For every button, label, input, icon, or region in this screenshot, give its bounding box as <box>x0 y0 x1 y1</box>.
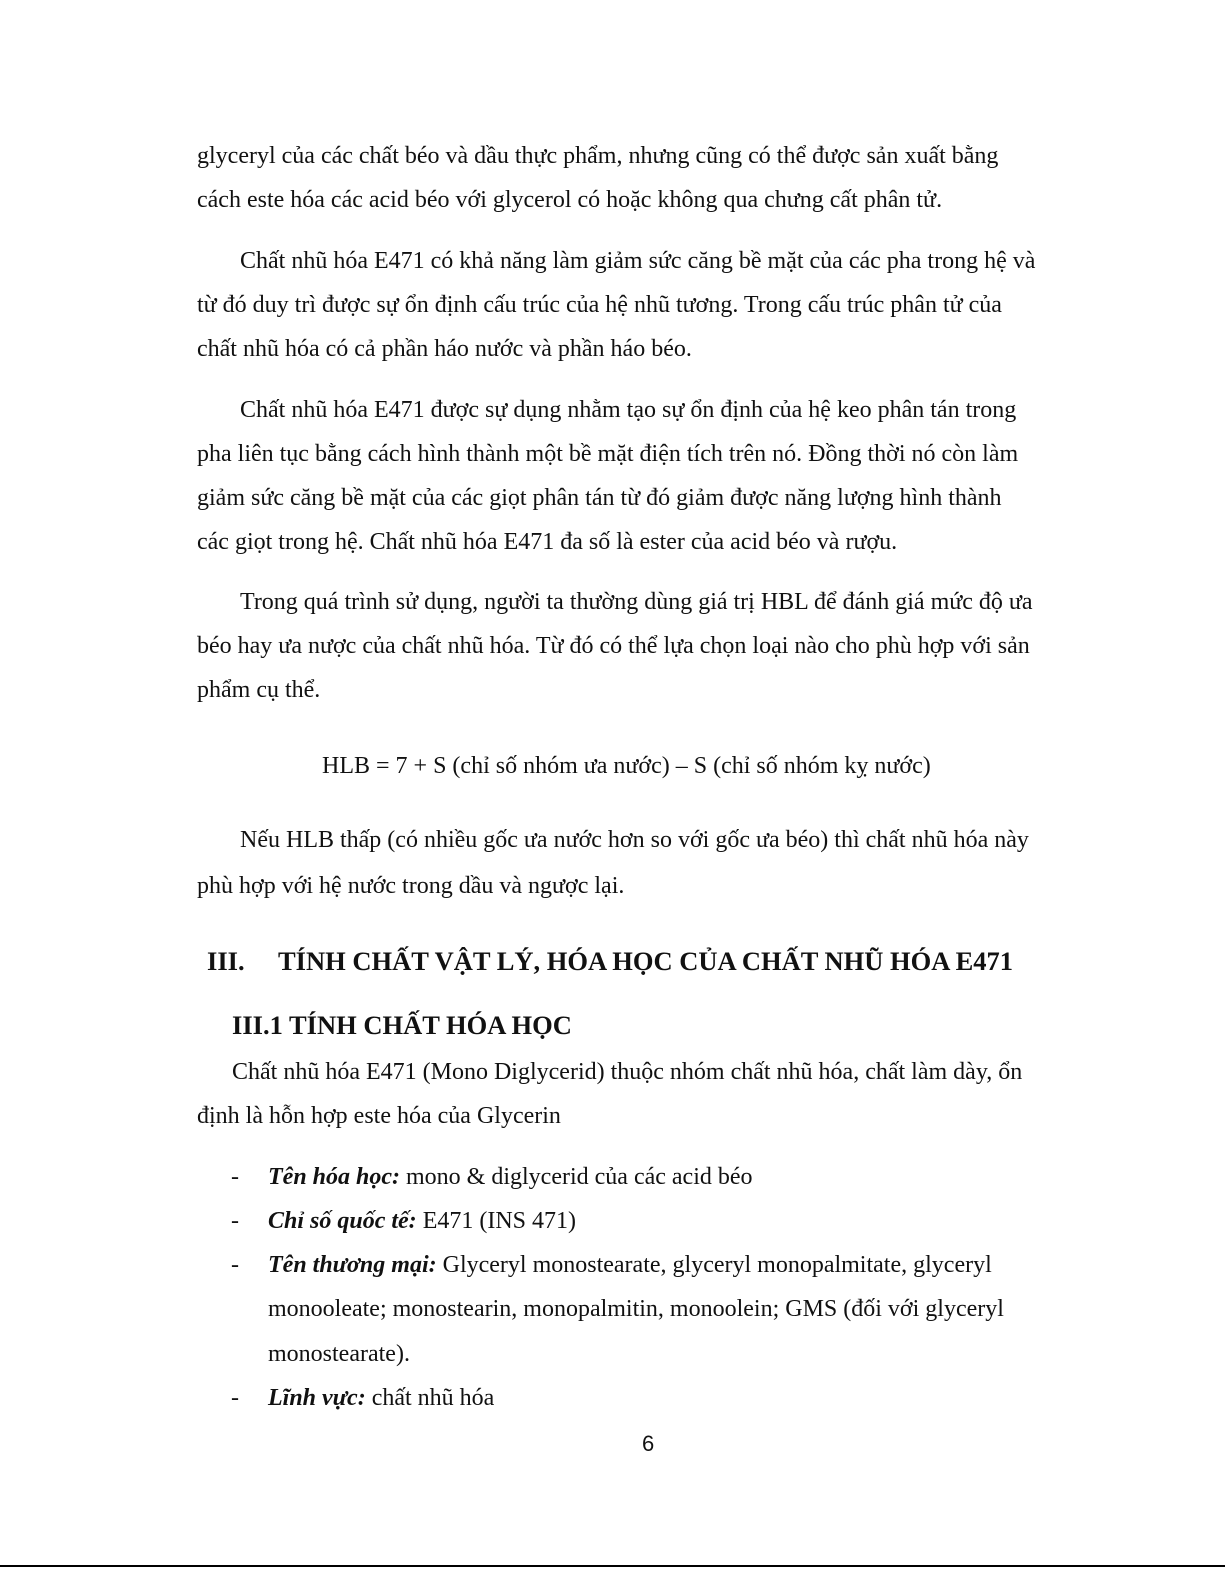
list-item <box>268 1162 753 1192</box>
bullet-dash: - <box>231 1164 239 1190</box>
bullet-text: Glyceryl monostearate, glyceryl monopalmitate, glyceryl <box>436 1252 992 1278</box>
paragraph-line: Trong quá trình sử dụng, người ta thường dùng giá trị HBL để đánh giá mức độ ưa <box>240 589 1033 615</box>
paragraph-line: định là hỗn hợp este hóa của Glycerin <box>197 1103 561 1129</box>
section-number: III. <box>207 946 245 976</box>
paragraph-line: Chất nhũ hóa E471 (Mono Diglycerid) thuộc nhóm chất nhũ hóa, chất làm dày, ổn <box>232 1059 1023 1085</box>
paragraph-line: Chất nhũ hóa E471 được sự dụng nhằm tạo sự ổn định của hệ keo phân tán trong <box>240 397 1017 423</box>
paragraph-line: glyceryl của các chất béo và dầu thực phẩm, nhưng cũng có thể được sản xuất bằng <box>197 143 999 169</box>
bullet-text: E471 (INS 471) <box>416 1208 577 1234</box>
paragraph-line: phẩm cụ thể. <box>197 677 321 703</box>
paragraph-line: phù hợp với hệ nước trong dầu và ngược lại. <box>197 873 625 899</box>
paragraph-line: Chất nhũ hóa E471 có khả năng làm giảm sức căng bề mặt của các pha trong hệ và <box>240 248 1036 274</box>
section-title: TÍNH CHẤT VẬT LÝ, HÓA HỌC CỦA CHẤT NHŨ HÓA E471 <box>278 946 1014 976</box>
bottom-divider <box>0 1565 1225 1567</box>
paragraph-line: chất nhũ hóa có cả phần háo nước và phần háo béo. <box>197 336 692 362</box>
paragraph-line: các giọt trong hệ. Chất nhũ hóa E471 đa số là ester của acid béo và rượu. <box>197 529 898 555</box>
paragraph-line: giảm sức căng bề mặt của các giọt phân tán từ đó giảm được năng lượng hình thành <box>197 485 1002 511</box>
hlb-formula: HLB = 7 + S (chỉ số nhóm ưa nước) – S (chỉ số nhóm kỵ nước) <box>322 753 931 779</box>
paragraph-line: từ đó duy trì được sự ổn định cấu trúc của hệ nhũ tương. Trong cấu trúc phân tử của <box>197 292 1002 318</box>
bullet-dash: - <box>231 1208 239 1234</box>
bullet-continuation: monostearate). <box>268 1341 410 1367</box>
bullet-label: Chỉ số quốc tế: <box>268 1208 417 1234</box>
bullet-label: Tên thương mại: <box>268 1252 437 1278</box>
bullet-text: mono & diglycerid của các acid béo <box>400 1164 753 1190</box>
list-item <box>268 1206 576 1236</box>
bullet-text: chất nhũ hóa <box>365 1385 495 1411</box>
paragraph-line: pha liên tục bằng cách hình thành một bề mặt điện tích trên nó. Đồng thời nó còn làm <box>197 441 1019 467</box>
bullet-dash: - <box>231 1385 239 1411</box>
paragraph-line: Nếu HLB thấp (có nhiều gốc ưa nước hơn so với gốc ưa béo) thì chất nhũ hóa này <box>240 827 1029 853</box>
bullet-label: Tên hóa học: <box>268 1164 400 1190</box>
paragraph-line: béo hay ưa nược của chất nhũ hóa. Từ đó có thể lựa chọn loại nào cho phù hợp với sản <box>197 633 1030 659</box>
subsection-title: III.1 TÍNH CHẤT HÓA HỌC <box>232 1010 572 1040</box>
list-item <box>268 1383 494 1413</box>
paragraph-line: cách este hóa các acid béo với glycerol có hoặc không qua chưng cất phân tử. <box>197 187 943 213</box>
page-number: 6 <box>642 1431 655 1456</box>
bullet-label: Lĩnh vực: <box>268 1385 366 1411</box>
list-item <box>268 1250 992 1280</box>
bullet-dash: - <box>231 1252 239 1278</box>
bullet-continuation: monooleate; monostearin, monopalmitin, monoolein; GMS (đối với glyceryl <box>268 1296 1004 1322</box>
